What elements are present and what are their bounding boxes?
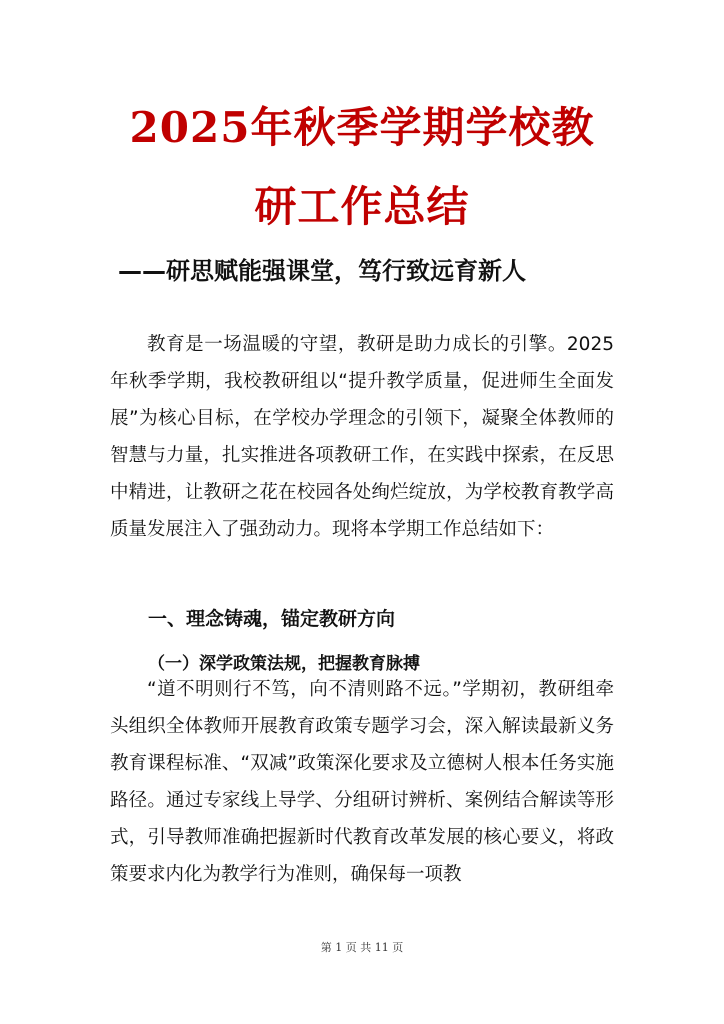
subsection-heading-1: （一）深学政策法规，把握教育脉搏 (148, 654, 420, 674)
document-title-line-2: 研工作总结 (254, 182, 470, 231)
page-footer: 第 1 页 共 11 页 (320, 941, 404, 954)
document-title-line-1: 2025年秋季学期学校教 (129, 103, 595, 152)
intro-paragraph: 教育是一场温暖的守望，教研是助力成长的引擎。2025年秋季学期，我校教研组以“提升教学质量，促进师生全面发展”为核心目标，在学校办学理念的引领下，凝聚全体教师的智慧与力量，扎实推进各项教研工作，在实践中探索，在反思中精进，让教研之花在校园各处绚烂绽放，为学校教育教学高质量发展注入了强劲动力。现将本学期工作总结如下： (110, 334, 614, 540)
section-heading-1: 一、理念铸魂，锚定教研方向 (148, 608, 396, 630)
subsection-paragraph-1: “道不明则行不笃，向不清则路不远。”学期初，教研组牵头组织全体教师开展教育政策专题学习会，深入解读最新义务教育课程标准、“双减”政策深化要求及立德树人根本任务实施路径。通过专家线上导学、分组研讨辨析、案例结合解读等形式，引导教师准确把握新时代教育改革发展的核心要义，将政策要求内化为教学行为准则，确保每一项教 (110, 679, 614, 885)
document-subtitle: ——研思赋能强课堂，笃行致远育新人 (118, 257, 526, 285)
